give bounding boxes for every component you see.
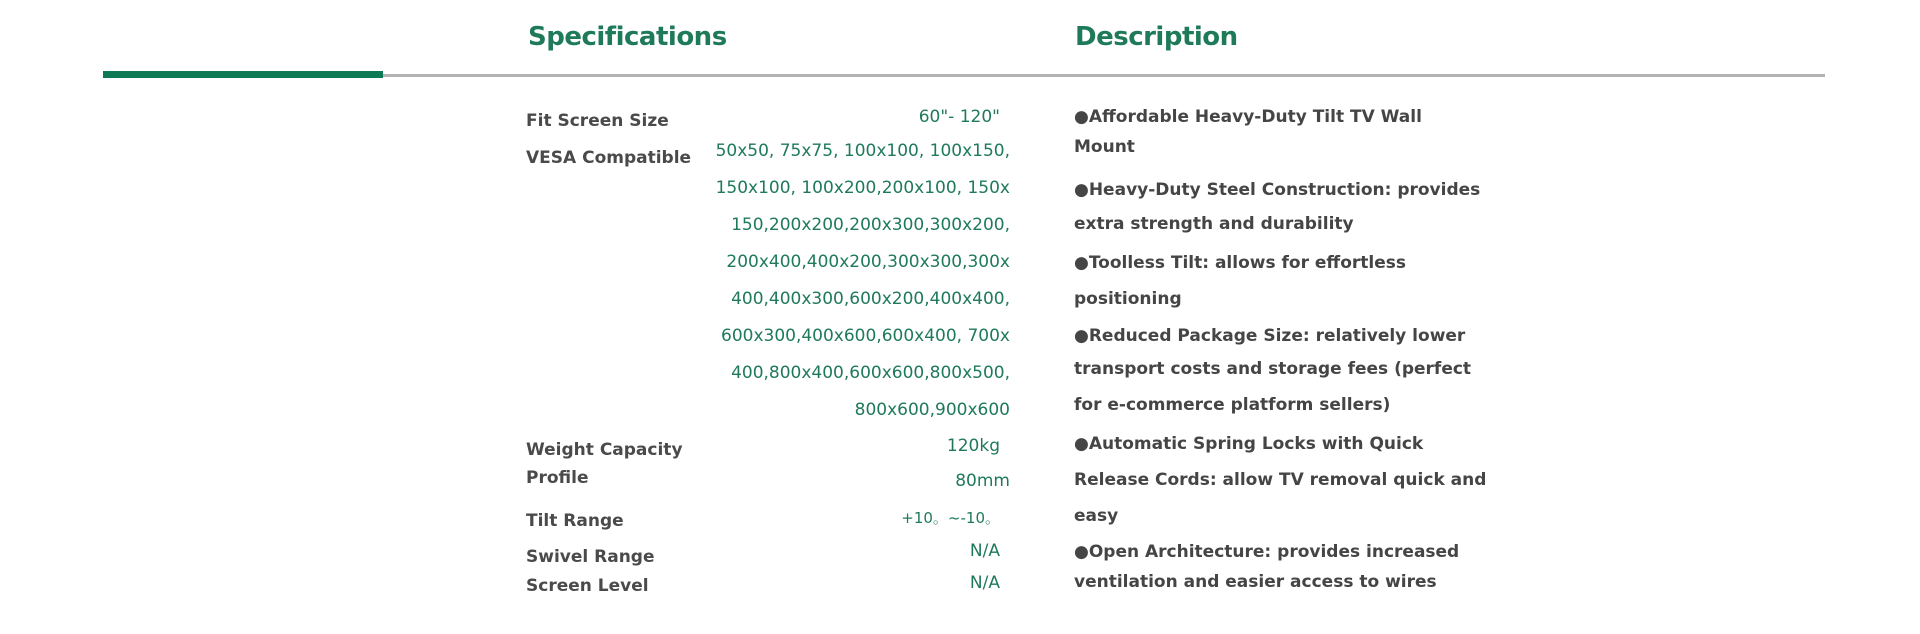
vesa-line: 400,800x400,600x600,800x500, [731,363,1010,383]
spec-value-weight-capacity: 120kg [946,436,1000,456]
spec-label-fit-screen-size: Fit Screen Size [526,111,669,131]
description-heading: Description [1075,22,1238,52]
spec-label-profile: Profile [526,468,589,488]
description-line: ●Toolless Tilt: allows for effortless [1074,253,1406,273]
description-line: ●Affordable Heavy-Duty Tilt TV Wall [1074,107,1422,127]
description-line: Mount [1074,137,1135,157]
description-line: extra strength and durability [1074,214,1354,234]
vesa-line: 150x100, 100x200,200x100, 150x [715,178,1010,198]
vesa-line: 400,400x300,600x200,400x400, [731,289,1010,309]
description-line: ●Heavy-Duty Steel Construction: provides [1074,180,1481,200]
vesa-line: 600x300,400x600,600x400, 700x [721,326,1010,346]
description-line: ●Reduced Package Size: relatively lower [1074,326,1466,346]
spec-value-tilt-range: +10。~-10。 [901,509,1000,527]
description-line: easy [1074,506,1119,526]
description-line: Release Cords: allow TV removal quick and [1074,470,1487,490]
specifications-heading: Specifications [528,22,727,52]
vesa-line: 800x600,900x600 [854,400,1010,420]
spec-value-profile: 80mm [955,471,1010,491]
spec-label-screen-level: Screen Level [526,576,649,596]
active-section-underline [103,71,383,78]
spec-value-vesa-compatible [716,139,1010,435]
description-line: ●Automatic Spring Locks with Quick [1074,434,1424,454]
spec-label-swivel-range: Swivel Range [526,547,655,567]
vesa-line: 50x50, 75x75, 100x100, 100x150, [715,141,1010,161]
description-line: ●Open Architecture: provides increased [1074,542,1460,562]
description-line: ventilation and easier access to wires [1074,572,1437,592]
description-line: positioning [1074,289,1182,309]
spec-label-vesa-compatible: VESA Compatible [526,148,692,168]
spec-value-screen-level: N/A [969,573,1000,593]
spec-label-tilt-range: Tilt Range [526,511,624,531]
description-line: transport costs and storage fees (perfect [1074,359,1472,379]
spec-value-fit-screen-size: 60"- 120" [918,107,1000,127]
description-line: for e-commerce platform sellers) [1074,395,1391,415]
spec-label-weight-capacity: Weight Capacity [526,440,683,460]
vesa-line: 200x400,400x200,300x300,300x [726,252,1010,272]
spec-value-swivel-range: N/A [969,541,1000,561]
vesa-line: 150,200x200,200x300,300x200, [731,215,1010,235]
